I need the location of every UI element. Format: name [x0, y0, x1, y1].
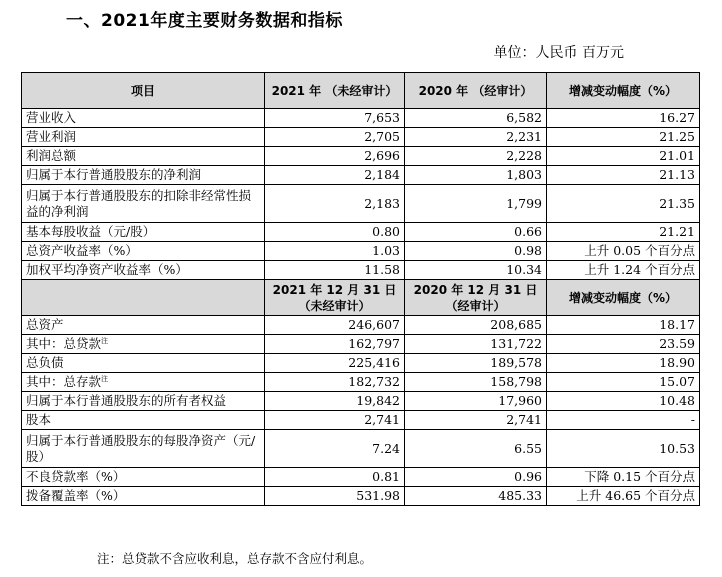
balance-section	[22, 316, 700, 506]
value-change: 23.59	[547, 335, 700, 354]
value-current: 11.58	[265, 261, 405, 280]
header-change: 增减变动幅度（%）	[547, 73, 700, 109]
header-blank	[22, 280, 265, 316]
row-label: 基本每股收益（元/股）	[22, 223, 265, 242]
value-current: 225,416	[265, 354, 405, 373]
value-current: 2,184	[265, 166, 405, 185]
value-change: 21.35	[547, 185, 700, 223]
value-change: 15.07	[547, 373, 700, 392]
value-prior: 6,582	[405, 109, 547, 128]
value-change: 18.90	[547, 354, 700, 373]
value-change: 上升 0.05 个百分点	[547, 242, 700, 261]
value-prior: 0.98	[405, 242, 547, 261]
value-change: 上升 46.65 个百分点	[547, 487, 700, 506]
header-change-2: 增减变动幅度（%）	[547, 280, 700, 316]
table-row	[22, 109, 700, 128]
row-label: 其中：总贷款$^注$	[22, 335, 265, 354]
table-row	[22, 128, 700, 147]
table-row	[22, 316, 700, 335]
value-prior: 1,799	[405, 185, 547, 223]
row-label: 总资产收益率（%）	[22, 242, 265, 261]
value-change: 21.21	[547, 223, 700, 242]
table-row	[22, 242, 700, 261]
value-change: -	[547, 411, 700, 430]
table-row	[22, 166, 700, 185]
value-change: 21.13	[547, 166, 700, 185]
table-row	[22, 185, 700, 223]
currency-unit-note: 单位：人民币 百万元	[493, 45, 624, 61]
value-current: 19,842	[265, 392, 405, 411]
value-prior: 485.33	[405, 487, 547, 506]
table-row	[22, 354, 700, 373]
value-prior: 131,722	[405, 335, 547, 354]
row-label: 归属于本行普通股股东的扣除非经常性损益的净利润	[22, 185, 265, 223]
value-change: 21.01	[547, 147, 700, 166]
value-prior: 2,741	[405, 411, 547, 430]
row-label: 总负债	[22, 354, 265, 373]
row-label: 归属于本行普通股股东的所有者权益	[22, 392, 265, 411]
row-label: 不良贷款率（%）	[22, 468, 265, 487]
table-row	[22, 411, 700, 430]
footnote-marker: 注	[101, 336, 109, 345]
table-row	[22, 373, 700, 392]
row-label: 股本	[22, 411, 265, 430]
value-prior: 208,685	[405, 316, 547, 335]
value-prior: 10.34	[405, 261, 547, 280]
footnote-marker: 注	[101, 374, 109, 383]
row-label: 归属于本行普通股股东的净利润	[22, 166, 265, 185]
value-change: 10.48	[547, 392, 700, 411]
value-current: 0.80	[265, 223, 405, 242]
table-row	[22, 392, 700, 411]
value-current: 1.03	[265, 242, 405, 261]
value-prior: 2,231	[405, 128, 547, 147]
value-prior: 17,960	[405, 392, 547, 411]
table-row	[22, 147, 700, 166]
value-current: 2,741	[265, 411, 405, 430]
value-current: 2,183	[265, 185, 405, 223]
header-2021: 2021 年 （未经审计）	[265, 73, 405, 109]
value-change: 上升 1.24 个百分点	[547, 261, 700, 280]
section-heading: 一、2021年度主要财务数据和指标	[66, 11, 343, 31]
table-row	[22, 430, 700, 468]
value-prior: 1,803	[405, 166, 547, 185]
value-change: 18.17	[547, 316, 700, 335]
row-label: 营业收入	[22, 109, 265, 128]
value-current: 182,732	[265, 373, 405, 392]
table-header-row	[22, 280, 700, 316]
table-row	[22, 468, 700, 487]
value-prior: 6.55	[405, 430, 547, 468]
header-2020-dec31: 2020 年 12 月 31 日 （经审计）	[405, 280, 547, 316]
value-current: 7.24	[265, 430, 405, 468]
row-label: 利润总额	[22, 147, 265, 166]
row-label: 其中：总存款$^注$	[22, 373, 265, 392]
value-change: 下降 0.15 个百分点	[547, 468, 700, 487]
row-label: 加权平均净资产收益率（%）	[22, 261, 265, 280]
value-prior: 158,798	[405, 373, 547, 392]
header-item: 项目	[22, 73, 265, 109]
value-change: 16.27	[547, 109, 700, 128]
table-header-row	[22, 73, 700, 109]
income-section	[22, 109, 700, 280]
value-current: 0.81	[265, 468, 405, 487]
row-label: 营业利润	[22, 128, 265, 147]
value-current: 7,653	[265, 109, 405, 128]
row-label: 总资产	[22, 316, 265, 335]
value-current: 531.98	[265, 487, 405, 506]
row-label: 归属于本行普通股股东的每股净资产（元/股）	[22, 430, 265, 468]
value-prior: 2,228	[405, 147, 547, 166]
value-current: 246,607	[265, 316, 405, 335]
header-2020: 2020 年 （经审计）	[405, 73, 547, 109]
table-row	[22, 335, 700, 354]
value-current: 162,797	[265, 335, 405, 354]
table-row	[22, 487, 700, 506]
financial-data-table	[21, 72, 700, 506]
footnote: 注：总贷款不含应收利息，总存款不含应付利息。	[97, 551, 373, 566]
table-row	[22, 223, 700, 242]
value-current: 2,696	[265, 147, 405, 166]
header-2021-dec31: 2021 年 12 月 31 日 （未经审计）	[265, 280, 405, 316]
table-row	[22, 261, 700, 280]
value-prior: 0.96	[405, 468, 547, 487]
value-current: 2,705	[265, 128, 405, 147]
balance-header	[22, 280, 700, 316]
value-prior: 0.66	[405, 223, 547, 242]
row-label: 拨备覆盖率（%）	[22, 487, 265, 506]
value-change: 10.53	[547, 430, 700, 468]
value-prior: 189,578	[405, 354, 547, 373]
value-change: 21.25	[547, 128, 700, 147]
